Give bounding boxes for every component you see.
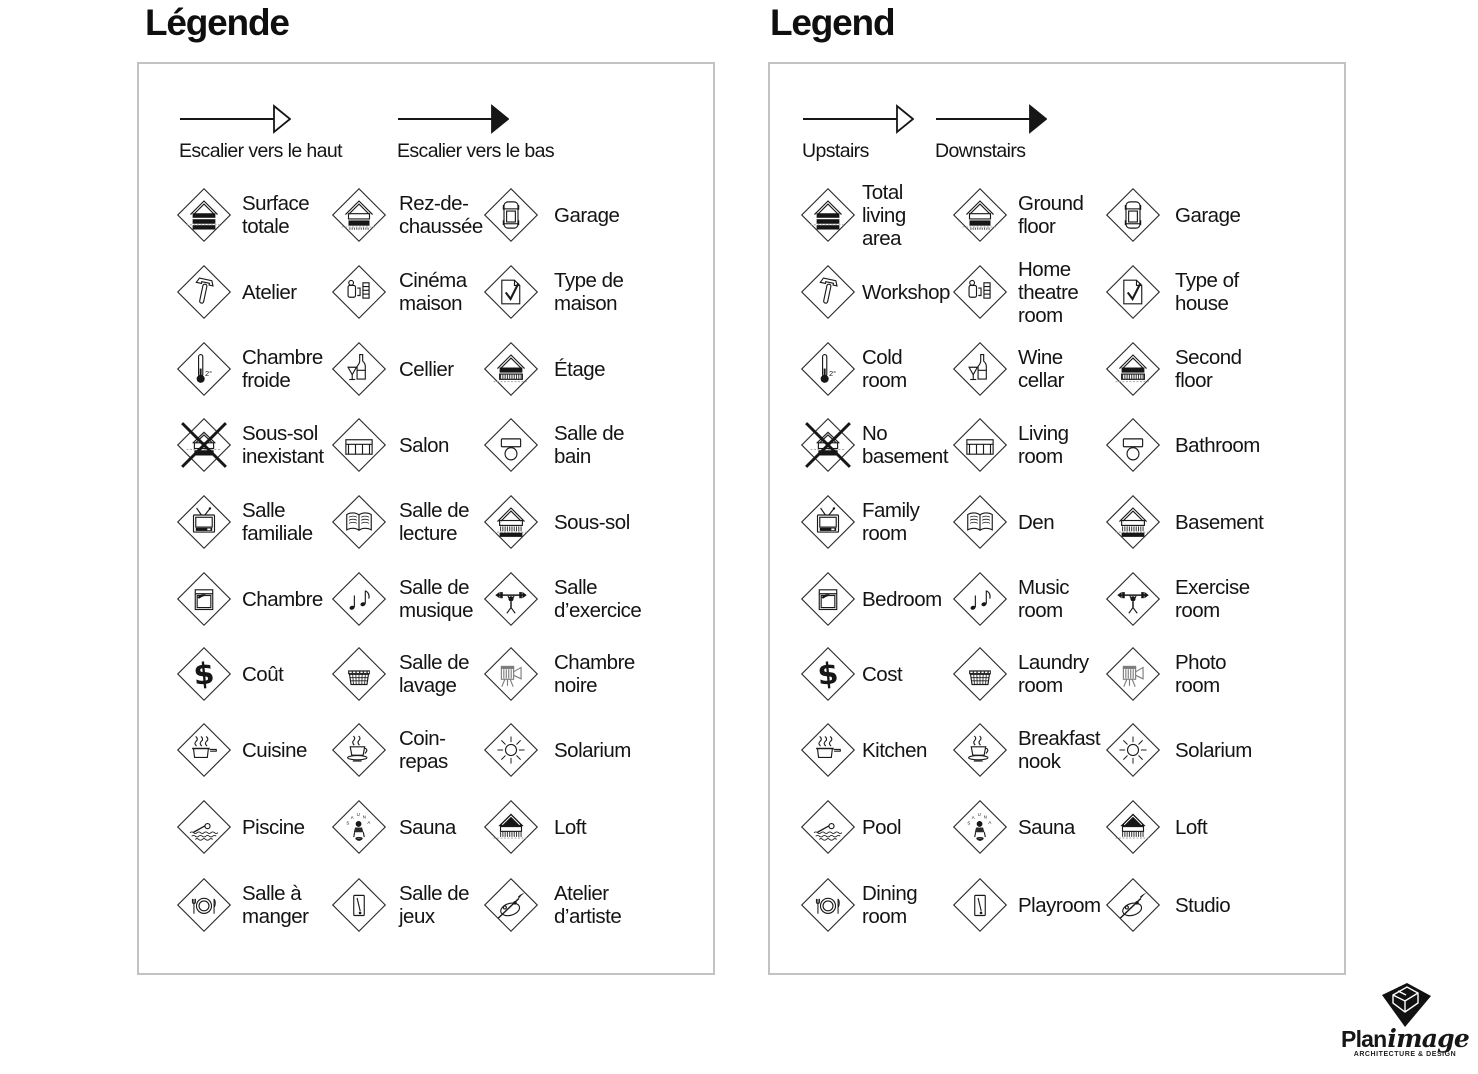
legend-item-label-line: theatre (1018, 280, 1079, 304)
legend-item-label (1018, 576, 1069, 622)
legend-item-label-line: Studio (1175, 893, 1231, 917)
legend-panel-en (768, 62, 1346, 975)
legend-item-label (242, 346, 323, 392)
breakfast-nook-icon (952, 722, 1008, 778)
workshop-icon (176, 264, 232, 320)
legend-item-label-line: Sauna (399, 815, 456, 839)
legend-item-label (862, 422, 948, 468)
legend-item-label (554, 422, 624, 468)
legend-item-label (399, 499, 469, 545)
stairs-up-arrow-icon (802, 104, 914, 134)
ground-floor-icon (331, 187, 387, 243)
svg-text:U: U (977, 812, 981, 818)
bedroom-icon (800, 571, 856, 627)
basement-icon (483, 494, 539, 550)
playroom-icon (952, 877, 1008, 933)
legend-item-label-line: room (862, 369, 907, 392)
legend-item-label-line: Coin- (399, 727, 446, 750)
planimage-tagline: ARCHITECTURE & DESIGN (1353, 1051, 1457, 1058)
legend-item-label (1018, 816, 1075, 839)
dining-room-icon (176, 877, 232, 933)
legend-item-label (399, 434, 449, 457)
family-room-icon (800, 494, 856, 550)
stairs-down-legend (935, 104, 1047, 163)
legend-item-label-line: Total (862, 180, 903, 204)
photo-room-icon (483, 646, 539, 702)
legend-item-label (242, 816, 305, 839)
legend-item-label (862, 281, 950, 304)
legend-item-label-line: Solarium (1175, 738, 1252, 762)
legend-item-label (1175, 511, 1263, 534)
legend-item-label-line: Chambre (242, 587, 323, 611)
home-theatre-icon (952, 264, 1008, 320)
legend-item-label-line: room (1018, 674, 1063, 697)
home-theatre-icon (331, 264, 387, 320)
total-living-area-icon (176, 187, 232, 243)
solarium-icon (483, 722, 539, 778)
exercise-room-icon (1105, 571, 1161, 627)
type-of-house-icon (1105, 264, 1161, 320)
legend-item-label (862, 181, 906, 250)
laundry-room-icon (952, 646, 1008, 702)
legend-item-label-line: room (1175, 599, 1220, 622)
legend-item-label-line: Sous-sol (554, 510, 630, 534)
planimage-logo (1336, 982, 1474, 1058)
planimage-brand-bold: Plan (1341, 1026, 1387, 1052)
legend-item-label-line: Surface (242, 192, 310, 215)
legend-item-label-line: Sauna (1018, 815, 1075, 839)
legend-item-label-line: Wine (1018, 346, 1063, 369)
legend-item-label-line: Salle (554, 576, 598, 599)
legend-item-label-line: Loft (1175, 815, 1208, 839)
studio-icon (1105, 877, 1161, 933)
legend-item-label (1018, 511, 1054, 534)
legend-item-label-line: Piscine (242, 815, 305, 839)
family-room-icon (176, 494, 232, 550)
svg-text:N: N (362, 814, 366, 820)
type-of-house-icon (483, 264, 539, 320)
legend-item-label-line: Loft (554, 815, 587, 839)
cold-room-icon (176, 341, 232, 397)
legend-item-label-line: maison (554, 292, 618, 315)
legend-item-label-line: No (862, 422, 888, 445)
living-room-icon (952, 417, 1008, 473)
panel-title-en: Legend (770, 2, 895, 43)
legend-item-label-line: house (1175, 292, 1229, 315)
legend-item-label-line: Ground (1018, 192, 1084, 215)
wine-cellar-icon (952, 341, 1008, 397)
legend-item-label (242, 588, 323, 611)
legend-item-label-line: cellar (1018, 369, 1064, 392)
legend-item-label-line: Salle de (399, 576, 470, 599)
legend-item-label-line: Breakfast (1018, 727, 1101, 750)
stairs-up-arrow-icon (179, 104, 342, 134)
legend-item-label (1175, 434, 1260, 457)
legend-item-label (399, 358, 454, 381)
legend-item-label (399, 882, 469, 928)
legend-item-label (1175, 269, 1239, 315)
legend-item-label-line: Salon (399, 433, 449, 457)
stairs-up-legend (179, 104, 342, 163)
legend-item-label-line: Living (1018, 422, 1069, 445)
stairs-label: Escalier vers le bas (397, 140, 555, 162)
legend-item-label-line: Salle à (242, 882, 302, 905)
music-room-icon (331, 571, 387, 627)
stairs-label: Upstairs (802, 140, 869, 162)
kitchen-icon (800, 722, 856, 778)
bathroom-icon (1105, 417, 1161, 473)
den-icon (952, 494, 1008, 550)
pool-icon (176, 799, 232, 855)
no-basement-icon (800, 417, 856, 473)
legend-item-label (1018, 192, 1083, 238)
legend-item-label (554, 511, 630, 534)
legend-item-label (862, 588, 942, 611)
legend-panel-fr (137, 62, 715, 975)
legend-item-label (242, 192, 309, 238)
legend-item-label (862, 499, 919, 545)
legend-item-label (554, 816, 586, 839)
legend-item-label (862, 816, 901, 839)
stairs-up-legend (802, 104, 914, 163)
bedroom-icon (176, 571, 232, 627)
legend-item-label-line: Second (1175, 346, 1242, 369)
stairs-down-arrow-icon (935, 104, 1047, 134)
legend-item-label (554, 739, 631, 762)
legend-item-label-line: room (1018, 599, 1063, 622)
legend-item-label-line: noire (554, 674, 598, 697)
legend-item-label (242, 663, 283, 686)
laundry-room-icon (331, 646, 387, 702)
legend-item-label-line: floor (1175, 369, 1213, 392)
legend-item-label-line: room (862, 522, 907, 545)
svg-text:S: S (967, 820, 971, 826)
legend-item-label (399, 576, 473, 622)
legend-item-label-line: froide (242, 369, 291, 392)
legend-item-label (862, 346, 907, 392)
planimage-emblem-icon (1376, 982, 1434, 1028)
legend-item-label-line: basement (862, 445, 949, 468)
legend-item-label-line: lavage (399, 674, 457, 697)
cold-room-icon (800, 341, 856, 397)
legend-item-label-line: Photo (1175, 651, 1227, 674)
den-icon (331, 494, 387, 550)
legend-item-label-line: Type of (1175, 269, 1239, 292)
legend-item-label-line: Garage (1175, 203, 1241, 227)
svg-text:A: A (367, 819, 371, 825)
legend-item-label (242, 499, 313, 545)
legend-item-label (242, 739, 307, 762)
svg-text:U: U (356, 812, 360, 818)
legend-item-label-line: Cost (862, 662, 903, 686)
legend-item-label (862, 663, 902, 686)
legend-item-label-line: manger (242, 905, 309, 928)
legend-item-label-line: room (1175, 674, 1220, 697)
legend-item-label-line: Playroom (1018, 893, 1101, 917)
legend-item-label-line: Salle de (399, 651, 470, 674)
svg-text:N: N (983, 814, 987, 820)
cost-icon (176, 646, 232, 702)
workshop-icon (800, 264, 856, 320)
legend-item-label (399, 816, 456, 839)
legend-item-label-line: totale (242, 215, 290, 238)
legend-item-label-line: room (1018, 303, 1063, 327)
legend-item-label-line: Basement (1175, 510, 1264, 534)
legend-item-label-line: jeux (399, 905, 435, 928)
legend-item-label-line: d’artiste (554, 905, 622, 928)
legend-item-label-line: Garage (554, 203, 620, 227)
legend-item-label-line: room (1018, 445, 1063, 468)
legend-item-label-line: Salle (242, 499, 286, 522)
garage-icon (1105, 187, 1161, 243)
sauna-icon (331, 799, 387, 855)
pool-icon (800, 799, 856, 855)
legend-item-label (554, 882, 621, 928)
music-room-icon (952, 571, 1008, 627)
legend-item-label-line: Coût (242, 662, 284, 686)
playroom-icon (331, 877, 387, 933)
legend-item-label-line: Chambre (554, 651, 635, 674)
stairs-label: Downstairs (935, 140, 1026, 162)
legend-item-label (1018, 346, 1064, 392)
panel-title-fr: Légende (145, 2, 289, 43)
legend-item-label-line: lecture (399, 522, 458, 545)
loft-icon (483, 799, 539, 855)
svg-text:$: $ (816, 656, 840, 693)
legend-item-label (862, 739, 927, 762)
legend-item-label (1175, 204, 1240, 227)
legend-item-label (399, 651, 469, 697)
legend-item-label-line: Family (862, 499, 920, 522)
legend-item-label-line: Chambre (242, 346, 323, 369)
legend-item-label-line: Cuisine (242, 738, 307, 762)
legend-item-label (554, 204, 619, 227)
wine-cellar-icon (331, 341, 387, 397)
legend-item-label-line: Atelier (554, 882, 609, 905)
sauna-icon (952, 799, 1008, 855)
exercise-room-icon (483, 571, 539, 627)
svg-text:$: $ (192, 656, 216, 693)
ground-floor-icon (952, 187, 1008, 243)
legend-item-label (1175, 651, 1226, 697)
legend-item-label-line: Cold (862, 346, 903, 369)
planimage-brand-script: image (1387, 1024, 1469, 1053)
legend-item-label-line: floor (1018, 215, 1056, 238)
legend-item-label-line: maison (399, 292, 463, 315)
legend-item-label-line: room (862, 905, 907, 928)
legend-item-label-line: Étage (554, 357, 606, 381)
legend-item-label (1018, 258, 1078, 327)
legend-item-label (1018, 651, 1089, 697)
legend-item-label (1175, 816, 1207, 839)
legend-item-label-line: Workshop (862, 280, 950, 304)
svg-text:A: A (988, 819, 992, 825)
legend-item-label (242, 882, 309, 928)
legend-item-label-line: Type de (554, 269, 624, 292)
legend-item-label (554, 269, 623, 315)
legend-item-label-line: Atelier (242, 280, 297, 304)
legend-item-label-line: repas (399, 750, 448, 773)
photo-room-icon (1105, 646, 1161, 702)
stairs-down-arrow-icon (397, 104, 554, 134)
legend-item-label-line: inexistant (242, 445, 324, 468)
legend-item-label-line: Solarium (554, 738, 631, 762)
legend-item-label (554, 358, 605, 381)
legend-item-label (399, 192, 483, 238)
stairs-down-legend (397, 104, 554, 163)
legend-item-label-line: Dining (862, 882, 918, 905)
legend-item-label (1175, 346, 1242, 392)
legend-item-label (1018, 727, 1100, 773)
bathroom-icon (483, 417, 539, 473)
legend-item-label-line: Music (1018, 576, 1070, 599)
svg-text:A: A (350, 815, 354, 821)
legend-item-label (1018, 894, 1101, 917)
studio-icon (483, 877, 539, 933)
legend-item-label (1018, 422, 1069, 468)
dining-room-icon (800, 877, 856, 933)
legend-item-label-line: Salle de (399, 499, 470, 522)
second-floor-icon (483, 341, 539, 397)
legend-item-label (399, 727, 448, 773)
legend-item-label (242, 422, 324, 468)
legend-item-label (399, 269, 467, 315)
legend-item-label-line: Den (1018, 510, 1055, 534)
legend-item-label-line: nook (1018, 750, 1061, 773)
legend-item-label-line: chaussée (399, 215, 483, 238)
svg-text:2°: 2° (829, 369, 837, 378)
svg-text:2°: 2° (205, 369, 213, 378)
legend-item-label-line: d’exercice (554, 599, 642, 622)
svg-text:S: S (346, 820, 350, 826)
legend-item-label (1175, 894, 1230, 917)
legend-item-label-line: Laundry (1018, 651, 1089, 674)
planimage-brand (1336, 1024, 1474, 1053)
legend-item-label-line: living (862, 203, 906, 227)
kitchen-icon (176, 722, 232, 778)
total-living-area-icon (800, 187, 856, 243)
legend-item-label (242, 281, 297, 304)
legend-item-label-line: Pool (862, 815, 902, 839)
legend-item-label-line: musique (399, 599, 473, 622)
legend-item-label-line: familiale (242, 522, 313, 545)
legend-item-label (554, 576, 641, 622)
cost-icon (800, 646, 856, 702)
legend-item-label-line: Home (1018, 257, 1071, 281)
legend-item-label (862, 882, 917, 928)
legend-item-label (554, 651, 635, 697)
legend-item-label-line: Bathroom (1175, 433, 1260, 457)
legend-item-label-line: Exercise (1175, 576, 1250, 599)
legend-item-label-line: Rez-de- (399, 192, 469, 215)
legend-item-label-line: bain (554, 445, 591, 468)
solarium-icon (1105, 722, 1161, 778)
legend-item-label-line: Cinéma (399, 269, 467, 292)
svg-text:A: A (971, 815, 975, 821)
basement-icon (1105, 494, 1161, 550)
living-room-icon (331, 417, 387, 473)
legend-item-label-line: Kitchen (862, 738, 927, 762)
legend-item-label-line: Sous-sol (242, 422, 318, 445)
legend-item-label-line: area (862, 226, 902, 250)
loft-icon (1105, 799, 1161, 855)
breakfast-nook-icon (331, 722, 387, 778)
legend-item-label (1175, 739, 1252, 762)
stairs-label: Escalier vers le haut (179, 140, 342, 162)
legend-item-label-line: Bedroom (862, 587, 942, 611)
legend-item-label-line: Salle de (554, 422, 625, 445)
legend-item-label (1175, 576, 1250, 622)
legend-item-label-line: Salle de (399, 882, 470, 905)
second-floor-icon (1105, 341, 1161, 397)
garage-icon (483, 187, 539, 243)
no-basement-icon (176, 417, 232, 473)
legend-item-label-line: Cellier (399, 357, 454, 381)
